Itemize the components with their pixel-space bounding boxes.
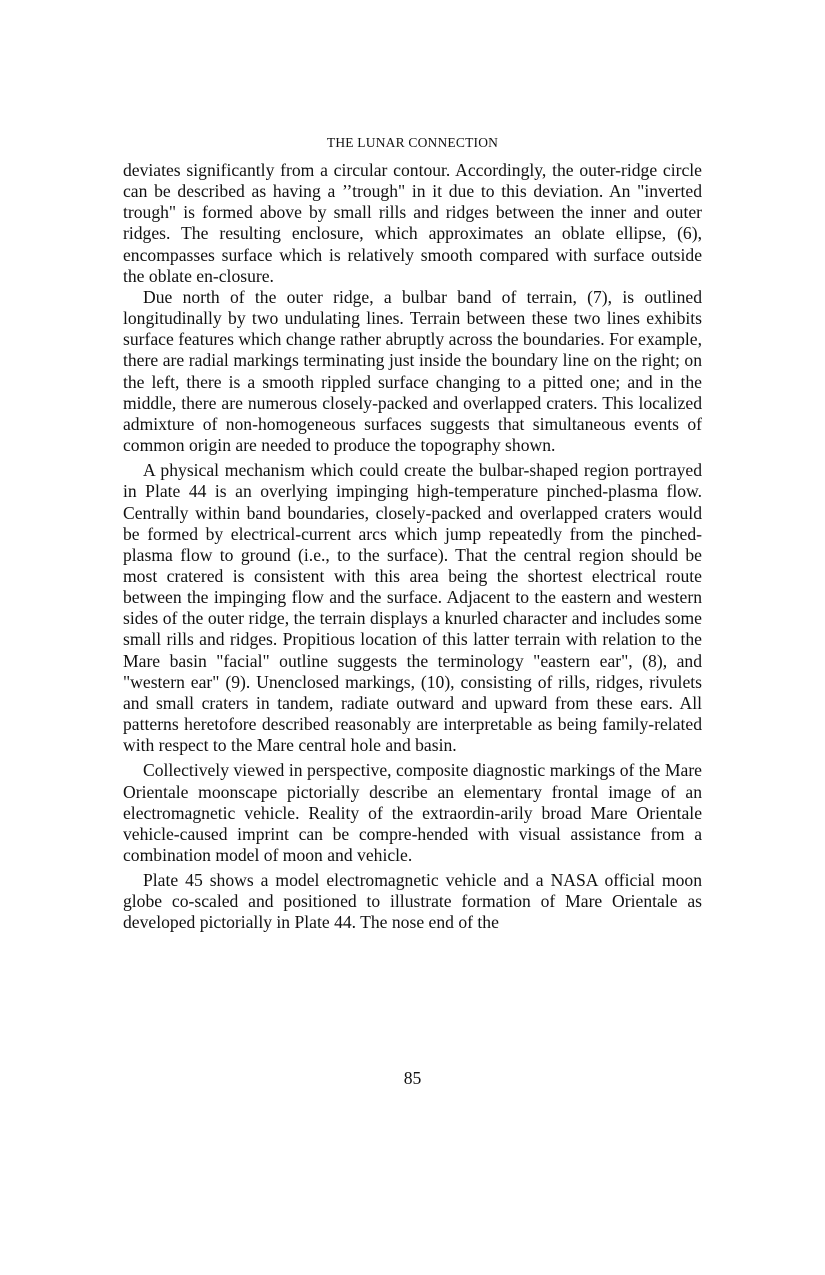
running-head: THE LUNAR CONNECTION: [326, 135, 499, 150]
body-text: [123, 160, 702, 934]
paragraph: Due north of the outer ridge, a bulbar band of terrain, (7), is outlined longitudinally by two undulating lines. Terrain between these two lines exhibits surface features which change rather abruptly across the boundaries. For example, there are radial markings terminating just inside the boundary line on the right; on the left, there is a smooth rippled surface changing to a pitted one; and in the middle, there are numerous closely-packed and overlapped craters. This localized admixture of non-homogeneous surfaces suggests that simultaneous events of common origin are needed to produce the topography shown.: [123, 286, 702, 456]
paragraph-continued: deviates significantly from a circular contour. Accordingly, the outer-ridge circle can be described as having a ’’trough" in it due to this deviation. An "inverted trough" is formed above by small rills and ridges between the inner and outer ridges. The resulting enclosure, which approximates an oblate ellipse, (6), encompasses surface which is relatively smooth compared with surface outside the oblate en-closure.: [123, 160, 702, 286]
paragraph: Collectively viewed in perspective, composite diagnostic markings of the Mare Orientale moonscape pictorially describe an elementary frontal image of an electromagnetic vehicle. Reality of the extraordin-arily broad Mare Orientale vehicle-caused imprint can be compre-hended with visual assistance from a combination model of moon and vehicle.: [123, 760, 702, 865]
paragraph: A physical mechanism which could create the bulbar-shaped region portrayed in Plate 44 is an overlying impinging high-temperature pinched-plasma flow. Centrally within band boundaries, closely-packed and overlapped craters would be formed by electrical-current arcs which jump repeatedly from the pinched-plasma flow to ground (i.e., to the surface). That the central region should be most cratered is consistent with this area being the shortest electrical route between the impinging flow and the surface. Adjacent to the eastern and western sides of the outer ridge, the terrain displays a knurled character and includes some small rills and ridges. Propitious location of this latter terrain with relation to the Mare basin "facial" outline suggests the terminology "eastern ear", (8), and "western ear" (9). Unenclosed markings, (10), consisting of rills, ridges, rivulets and small craters in tandem, radiate outward and upward from these ears. All patterns heretofore described reasonably are interpretable as being family-related with respect to the Mare central hole and basin.: [123, 460, 702, 756]
page-number: 85: [403, 1068, 422, 1088]
paragraph-unfinished: Plate 45 shows a model electromagnetic vehicle and a NASA official moon globe co-scaled and positioned to illustrate formation of Mare Orientale as developed pictorially in Plate 44. The nose end of the: [123, 870, 702, 933]
